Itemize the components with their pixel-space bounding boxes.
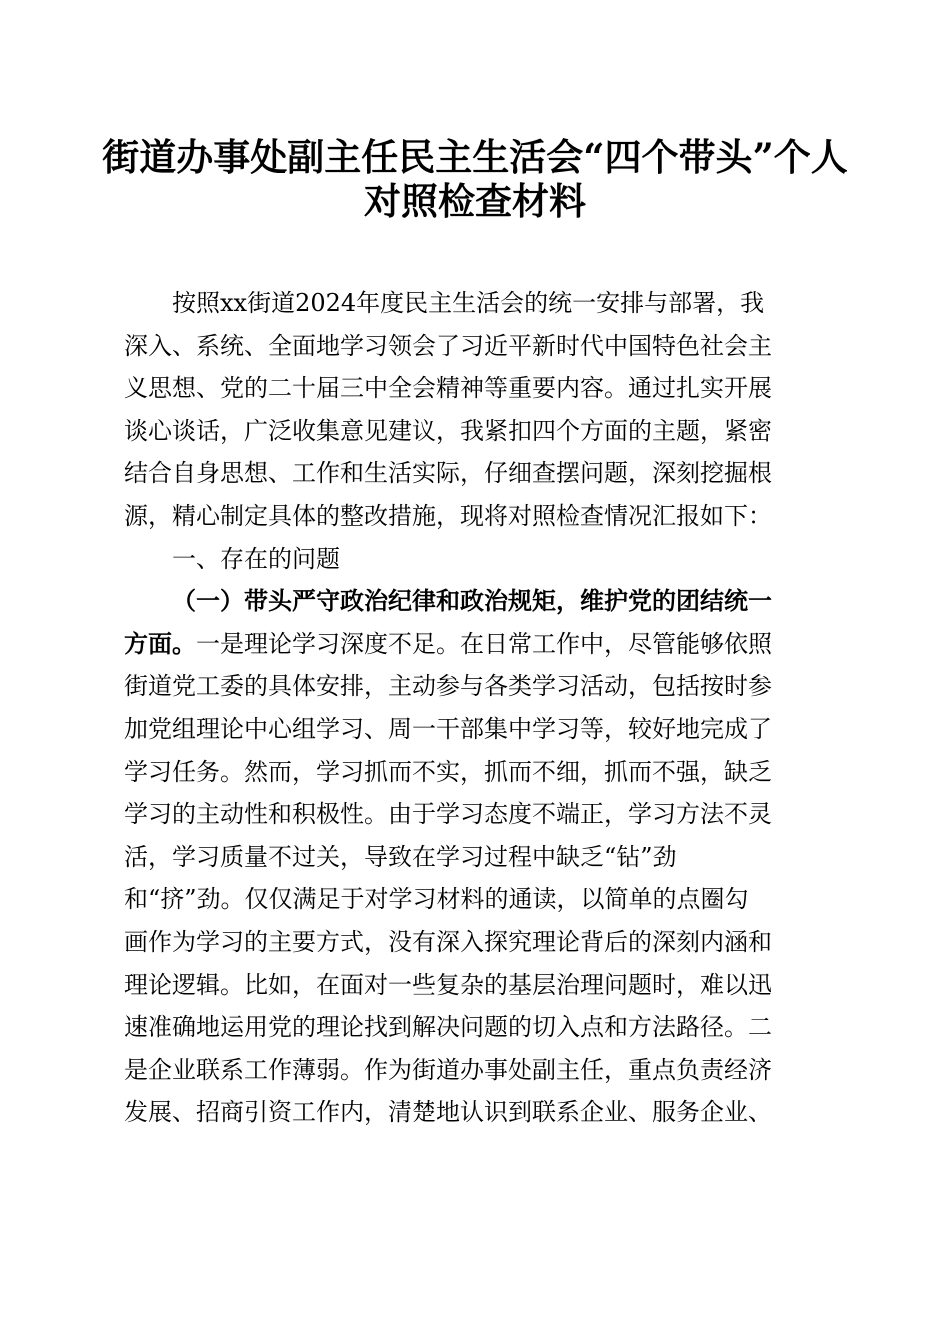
body-line: 是企业联系工作薄弱。作为街道办事处副主任，重点负责经济 xyxy=(124,1055,772,1084)
body-line: 活，学习质量不过关，导致在学习过程中缺乏“钻”劲 xyxy=(124,842,677,871)
intro-line: 深入、系统、全面地学习领会了习近平新时代中国特色社会主 xyxy=(124,331,772,360)
subsection-heading-end: 方面。 xyxy=(124,628,196,658)
body-line: 学习的主动性和积极性。由于学习态度不端正，学习方法不灵 xyxy=(124,800,772,829)
document-body xyxy=(124,282,826,1134)
body-line: 学习任务。然而，学习抓而不实，抓而不细，抓而不强，缺乏 xyxy=(124,757,772,786)
intro-line: 按照xx街道2024年度民主生活会的统一安排与部署，我 xyxy=(172,289,765,317)
document-title: 街道办事处副主任民主生活会“四个带头”个人对照检查材料 xyxy=(102,135,848,223)
section-heading: 一、存在的问题 xyxy=(172,544,340,573)
body-line: 街道党工委的具体安排，主动参与各类学习活动，包括按时参 xyxy=(124,672,772,701)
body-line: 发展、招商引资工作内，清楚地认识到联系企业、服务企业、 xyxy=(124,1098,772,1127)
intro-line: 结合自身思想、工作和生活实际，仔细查摆问题，深刻挖掘根 xyxy=(124,459,772,488)
intro-line: 义思想、党的二十届三中全会精神等重要内容。通过扎实开展 xyxy=(124,374,772,403)
body-line: 理论逻辑。比如，在面对一些复杂的基层治理问题时，难以迅 xyxy=(124,970,772,999)
subsection-mixed-line xyxy=(124,623,826,666)
subsection-heading-line: （一）带头严守政治纪律和政治规矩，维护党的团结统一 xyxy=(172,586,772,616)
intro-line: 源，精心制定具体的整改措施，现将对照检查情况汇报如下： xyxy=(124,501,772,530)
body-line: 画作为学习的主要方式，没有深入探究理论背后的深刻内涵和 xyxy=(124,927,772,956)
body-line: 加党组理论中心组学习、周一干部集中学习等，较好地完成了 xyxy=(124,714,772,743)
body-line: 和“挤”劲。仅仅满足于对学习材料的通读，以简单的点圈勾 xyxy=(124,885,749,914)
body-line-start: 一是理论学习深度不足。在日常工作中，尽管能够依照 xyxy=(196,629,772,658)
intro-line: 谈心谈话，广泛收集意见建议，我紧扣四个方面的主题，紧密 xyxy=(124,416,772,445)
body-line: 速准确地运用党的理论找到解决问题的切入点和方法路径。二 xyxy=(124,1013,772,1042)
